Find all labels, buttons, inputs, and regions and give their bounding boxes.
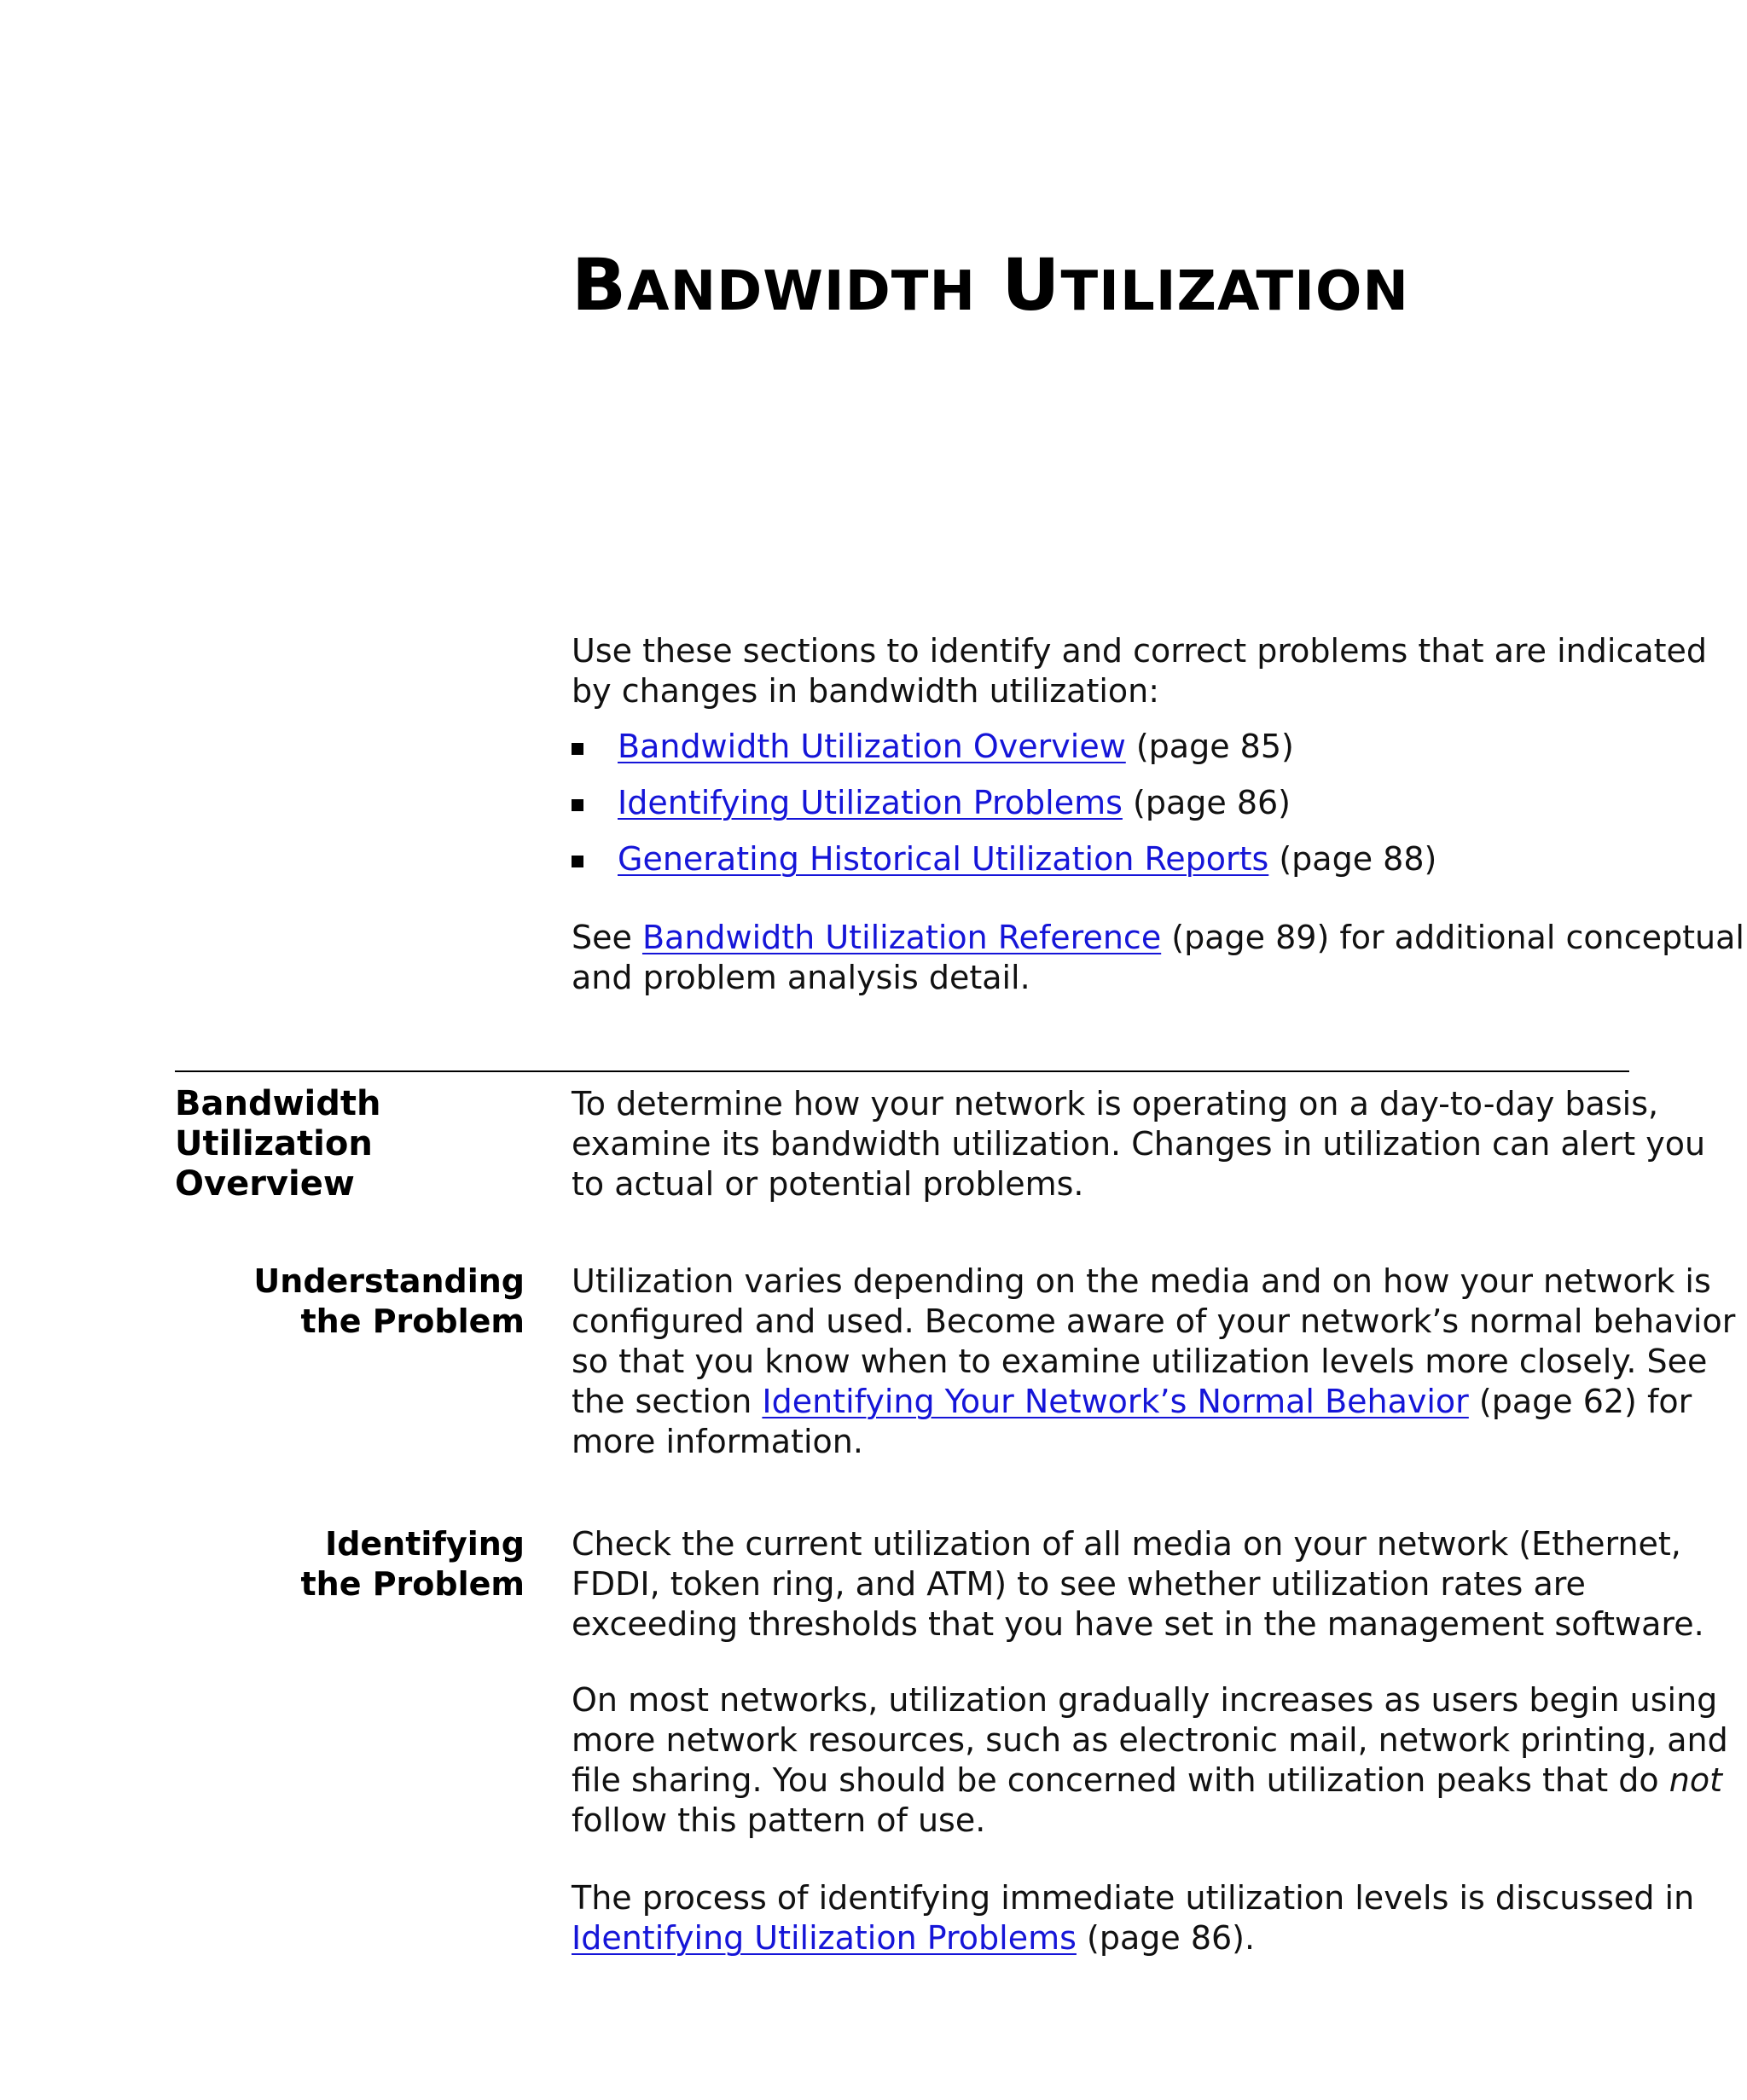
see-line-1 xyxy=(572,918,1744,958)
list-item xyxy=(572,839,1436,896)
understanding-heading-line-2: the Problem xyxy=(300,1302,525,1340)
see-suffix: (page 89) for additional conceptual xyxy=(1161,919,1744,956)
identifying-p2-line-2: more network resources, such as electronic mail, network printing, and xyxy=(572,1721,1728,1759)
identifying-p1-line-2: FDDI, token ring, and ATM) to see whether utilization rates are xyxy=(572,1565,1586,1603)
understanding-heading xyxy=(175,1262,525,1342)
understanding-line-2: configured and used. Become aware of your network’s normal behavior xyxy=(572,1302,1736,1340)
identifying-p2-line-3 xyxy=(572,1761,1728,1801)
overview-paragraph xyxy=(572,1084,1705,1204)
link-identifying-utilization-problems-2[interactable]: Identifying Utilization Problems xyxy=(572,1919,1077,1957)
identifying-p3-suffix: (page 86). xyxy=(1076,1919,1256,1957)
overview-line-2: examine its bandwidth utilization. Changes in utilization can alert you xyxy=(572,1125,1706,1163)
title-rest-1: ANDWIDTH xyxy=(627,260,976,323)
bullet-square-icon xyxy=(572,799,583,811)
understanding-heading-line-1: Understanding xyxy=(253,1262,525,1300)
link-identifying-utilization-problems[interactable]: Identifying Utilization Problems xyxy=(618,784,1123,821)
list-item xyxy=(572,727,1436,783)
identifying-p2-line-4: follow this pattern of use. xyxy=(572,1801,986,1839)
overview-heading-line-1: Bandwidth xyxy=(175,1084,381,1123)
link-bandwidth-utilization-reference[interactable]: Bandwidth Utilization Reference xyxy=(641,919,1162,956)
identifying-heading-line-2: the Problem xyxy=(300,1565,525,1603)
identifying-p2-line-3-prefix: file sharing. You should be concerned with utilization peaks that do xyxy=(572,1761,1669,1799)
list-item xyxy=(572,783,1436,839)
page-ref: (page 85) xyxy=(1125,728,1294,765)
overview-line-1: To determine how your network is operating on a day-to-day basis, xyxy=(572,1085,1659,1123)
title-initial-u: U xyxy=(1001,243,1061,327)
identifying-paragraph-1 xyxy=(572,1524,1704,1645)
see-prefix: See xyxy=(572,919,642,956)
see-reference-paragraph xyxy=(572,918,1744,998)
identifying-paragraph-2 xyxy=(572,1680,1728,1841)
link-identifying-normal-behavior[interactable]: Identifying Your Network’s Normal Behavior xyxy=(762,1383,1469,1420)
understanding-line-3: so that you know when to examine utilization levels more closely. See xyxy=(572,1343,1708,1380)
section-divider xyxy=(175,1070,1629,1072)
understanding-line-5: more information. xyxy=(572,1423,863,1460)
see-line-2: and problem analysis detail. xyxy=(572,959,1030,996)
title-rest-2: TILIZATION xyxy=(1060,260,1409,323)
intro-line-1: Use these sections to identify and correct problems that are indicated xyxy=(572,632,1708,670)
section-link-list xyxy=(572,727,1436,896)
identifying-p3-line-1: The process of identifying immediate utilization levels is discussed in xyxy=(572,1879,1695,1917)
title-initial-b: B xyxy=(572,243,628,327)
understanding-line-4-suffix: (page 62) for xyxy=(1468,1383,1692,1420)
bullet-square-icon xyxy=(572,856,583,867)
overview-heading-line-3: Overview xyxy=(175,1164,355,1204)
understanding-line-1: Utilization varies depending on the media and on how your network is xyxy=(572,1262,1711,1300)
identifying-p1-line-1: Check the current utilization of all media on your network (Ethernet, xyxy=(572,1525,1681,1563)
overview-heading-line-2: Utilization xyxy=(175,1124,373,1163)
identifying-heading xyxy=(175,1524,525,1604)
intro-paragraph xyxy=(572,631,1707,711)
page-ref: (page 88) xyxy=(1268,840,1437,878)
identifying-p3-line-2 xyxy=(572,1918,1694,1958)
identifying-p1-line-3: exceeding thresholds that you have set in the management software. xyxy=(572,1605,1704,1643)
identifying-heading-line-1: Identifying xyxy=(325,1525,525,1563)
overview-line-3: to actual or potential problems. xyxy=(572,1165,1084,1203)
emphasis-not: not xyxy=(1669,1761,1722,1799)
understanding-paragraph xyxy=(572,1262,1735,1462)
overview-heading xyxy=(175,1084,380,1204)
bullet-square-icon xyxy=(572,743,583,755)
identifying-p2-line-1: On most networks, utilization gradually increases as users begin using xyxy=(572,1681,1718,1719)
page-title xyxy=(572,243,1409,327)
link-generating-historical-utilization-reports[interactable]: Generating Historical Utilization Reports xyxy=(618,840,1269,878)
understanding-line-4-prefix: the section xyxy=(572,1383,763,1420)
page-ref: (page 86) xyxy=(1122,784,1291,821)
link-bandwidth-utilization-overview[interactable]: Bandwidth Utilization Overview xyxy=(618,728,1126,765)
understanding-line-4 xyxy=(572,1382,1735,1422)
intro-line-2: by changes in bandwidth utilization: xyxy=(572,672,1160,710)
identifying-paragraph-3 xyxy=(572,1878,1694,1958)
